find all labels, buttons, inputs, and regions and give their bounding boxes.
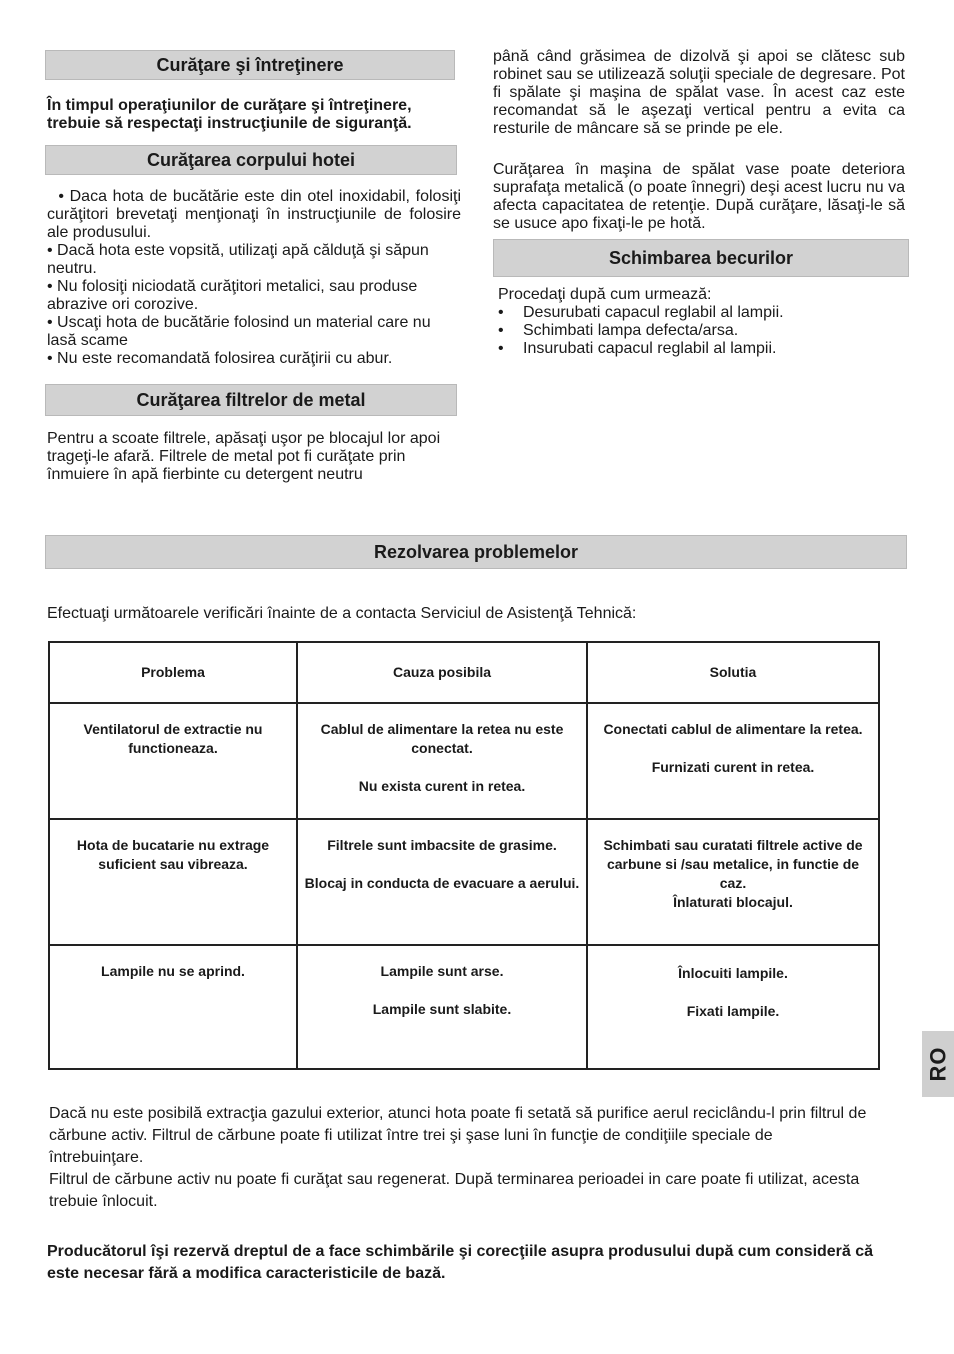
section-heading-troubleshooting: Rezolvarea problemelor	[45, 535, 907, 569]
carbon-filter-usage: Dacă nu este posibilă extracţia gazului exterior, atunci hota poate fi setată să purifice aerul reciclându-l prin filtrul de cărbune activ. Filtrul de cărbune poate fi utilizat între trei şi şase luni în funcţie de condiţiile speciale de întrebuinţare.	[49, 1105, 867, 1166]
table-header-row	[49, 642, 879, 703]
body-cleaning-item: • Nu este recomandată folosirea curăţirii cu abur.	[47, 350, 393, 367]
cell-solution: Schimbati sau curatati filtrele active de carbune si /sau metalice, in functie de caz. Înlaturati blocajul.	[587, 819, 879, 945]
body-cleaning-item: • Daca hota de bucătărie este din otel inoxidabil, folosiţi curăţitori brevetaţi menţionaţi în instrucţiunile de folosire ale produsului.	[47, 188, 466, 241]
troubleshooting-intro: Efectuaţi următoarele verificări înainte de a contacta Serviciul de Asistenţă Tehnică:	[47, 605, 637, 622]
cell-cause: Filtrele sunt imbacsite de grasime. Blocaj in conducta de evacuare a aerului.	[297, 819, 587, 945]
cell-problem: Ventilatorul de extractie nu functioneaza.	[49, 703, 297, 819]
cell-problem: Hota de bucatarie nu extrage suficient sau vibreaza.	[49, 819, 297, 945]
bulb-step: • Desurubati capacul reglabil al lampii.	[498, 304, 784, 321]
header-solution: Solutia	[587, 642, 879, 703]
table-row	[49, 703, 879, 819]
bulbs-intro: Procedaţi după cum urmează:	[498, 286, 712, 303]
header-problem: Problema	[49, 642, 297, 703]
section-heading-filters: Curăţarea filtrelor de metal	[45, 384, 457, 416]
cell-solution: Conectati cablul de alimentare la retea. Furnizati curent in retea.	[587, 703, 879, 819]
language-tab	[922, 1031, 954, 1097]
filters-text-continued: până când grăsimea de dizolvă şi apoi se clătesc sub robinet sau se utilizează soluţii speciale de degresare. Pot fi spălate şi maşina de spălat vase. În acest caz este recomandat să le aşezaţi vertical pentru a evita ca resturile de mâncare să se prinde pe ele.	[493, 48, 905, 137]
body-cleaning-item: • Nu folosiţi niciodată curăţitori metalici, sau produse abrazive ori corozive.	[47, 278, 418, 313]
manufacturer-disclaimer: Producătorul îşi rezervă dreptul de a face schimbările şi corecţiile asupra produsului după cum consideră că este necesar fără a modifica caracteristicile de bază.	[47, 1243, 874, 1282]
cell-solution: Înlocuiti lampile. Fixati lampile.	[587, 945, 879, 1069]
body-cleaning-list	[47, 188, 466, 368]
language-tab-label: RO	[925, 1046, 950, 1082]
bulb-step: • Insurubati capacul reglabil al lampii.	[498, 340, 777, 357]
carbon-filter-note	[49, 1103, 869, 1213]
table-row	[49, 819, 879, 945]
section-heading-cleaning: Curăţare şi întreţinere	[45, 50, 455, 80]
filters-text: Pentru a scoate filtrele, apăsaţi uşor pe blocajul lor apoi trageţi-le afară. Filtrele de metal pot fi curăţate prin înmuiere în apă fierbinte cu detergent neutru	[47, 430, 441, 483]
body-cleaning-item: • Uscaţi hota de bucătărie folosind un material care nu lasă scame	[47, 314, 431, 349]
body-cleaning-item: • Dacă hota este vopsită, utilizaţi apă călduţă şi săpun neutru.	[47, 242, 429, 277]
bulb-step: • Schimbati lampa defecta/arsa.	[498, 322, 739, 339]
cell-problem: Lampile nu se aprind.	[49, 945, 297, 1069]
bulbs-instructions	[498, 286, 908, 358]
section-heading-body-cleaning: Curăţarea corpului hotei	[45, 145, 457, 175]
cell-cause: Cablul de alimentare la retea nu este conectat. Nu exista curent in retea.	[297, 703, 587, 819]
table-row	[49, 945, 879, 1069]
dishwasher-note: Curăţarea în maşina de spălat vase poate deteriora suprafaţa metalică (o poate înnegri) deşi acest lucru nu va afecta capacitatea de retenţie. După curăţare, lăsaţi-le să se usuce apo fixaţi-le pe hotă.	[493, 161, 905, 232]
safety-warning: În timpul operaţiunilor de curăţare şi întreţinere, trebuie să respectaţi instrucţiunile de siguranţă.	[47, 97, 412, 132]
troubleshooting-table	[48, 641, 880, 1070]
cell-cause: Lampile sunt arse. Lampile sunt slabite.	[297, 945, 587, 1069]
section-heading-bulbs: Schimbarea becurilor	[493, 239, 909, 277]
carbon-filter-replacement: Filtrul de cărbune activ nu poate fi curăţat sau regenerat. După terminarea perioadei in care poate fi utilizat, acesta trebuie înlocuit.	[49, 1171, 860, 1210]
header-cause: Cauza posibila	[297, 642, 587, 703]
